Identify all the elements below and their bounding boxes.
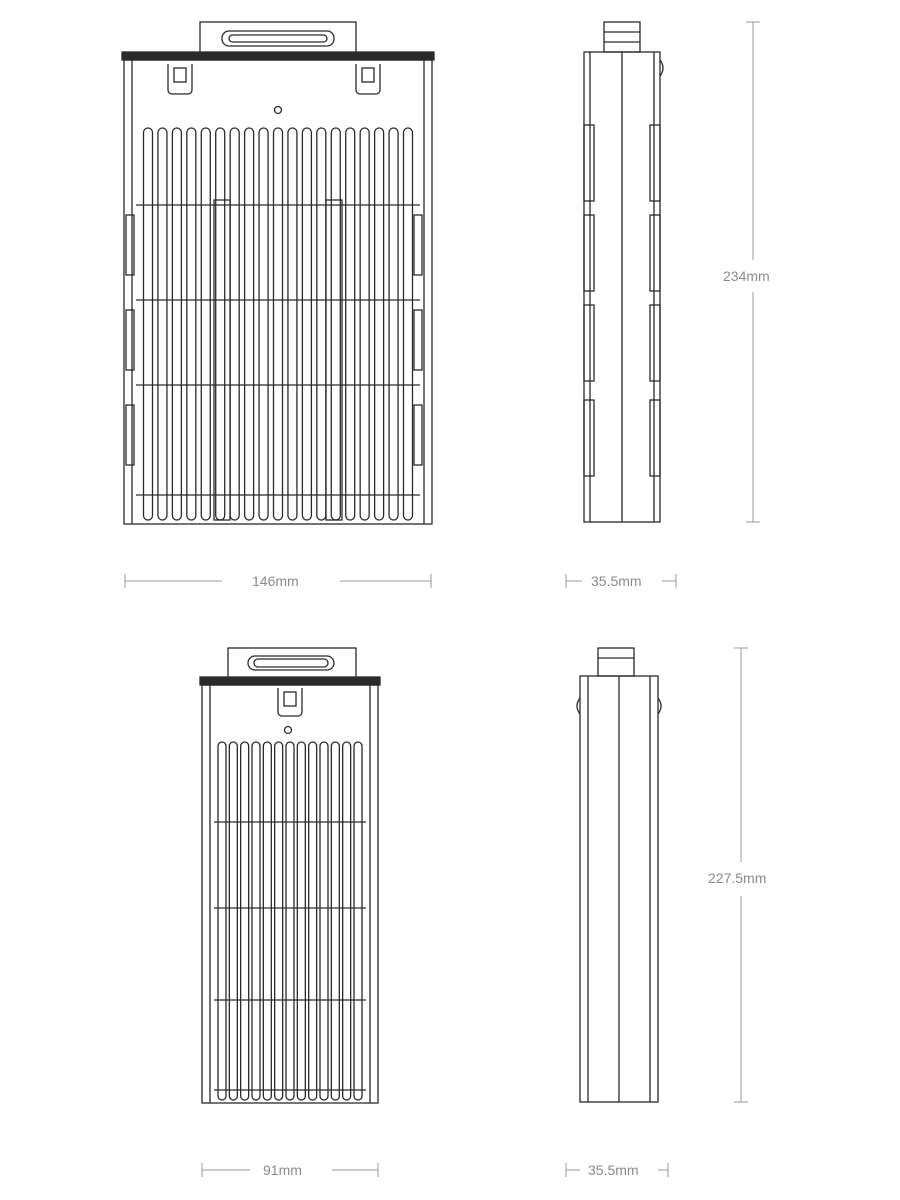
side-slot-left — [584, 305, 594, 381]
side-tab-right — [414, 405, 422, 465]
grille-bar — [331, 128, 340, 520]
side-slot-right — [650, 400, 660, 476]
large-filter-side-view — [584, 22, 663, 522]
grille-bar — [263, 742, 271, 1100]
small-depth-label: 35.5mm — [588, 1162, 639, 1178]
side-slot-left — [584, 215, 594, 291]
grille-bar — [288, 128, 297, 520]
handle-grip-inner — [229, 35, 327, 42]
grille-bar — [241, 742, 249, 1100]
grille-bar — [187, 128, 196, 520]
handle-grip — [248, 656, 334, 670]
side-tab-right — [414, 310, 422, 370]
handle-block — [228, 648, 356, 678]
grille-bar — [172, 128, 181, 520]
grille-bar — [229, 742, 237, 1100]
grille-bar — [230, 128, 239, 520]
handle-block — [200, 22, 356, 54]
side-tab-left — [126, 405, 134, 465]
handle-grip — [222, 31, 334, 46]
clip-slot — [284, 692, 296, 706]
side-slot-right — [650, 125, 660, 201]
side-slot-left — [584, 400, 594, 476]
grille-bar — [252, 742, 260, 1100]
grille-bar — [218, 742, 226, 1100]
grille-bar — [302, 128, 311, 520]
side-tab-left — [126, 215, 134, 275]
lid-rim — [122, 52, 434, 60]
grille-bar — [286, 742, 294, 1100]
indicator-dot — [285, 727, 292, 734]
large-width-label: 146mm — [252, 573, 299, 589]
large-height-label: 234mm — [723, 268, 770, 284]
grille-bar — [375, 128, 384, 520]
small-height-label: 227.5mm — [708, 870, 767, 886]
small-filter-front-view — [200, 648, 380, 1103]
grille-bar — [320, 742, 328, 1100]
side-cap — [598, 648, 634, 676]
side-slot-right — [650, 215, 660, 291]
grille-bar — [216, 128, 225, 520]
grille-bar — [275, 742, 283, 1100]
grille-bar — [331, 742, 339, 1100]
right-clip-slot — [362, 68, 374, 82]
body-outline — [124, 60, 432, 524]
left-clip-slot — [174, 68, 186, 82]
grille-bar — [317, 128, 326, 520]
grille-bar — [354, 742, 362, 1100]
grille-bar — [158, 128, 167, 520]
grille-bar — [245, 128, 254, 520]
grille-bar — [259, 128, 268, 520]
grille-bar — [346, 128, 355, 520]
side-cap — [604, 22, 640, 52]
grille-bar — [360, 128, 369, 520]
grille-bar — [297, 742, 305, 1100]
large-depth-label: 35.5mm — [591, 573, 642, 589]
lid-rim — [200, 677, 380, 685]
handle-grip-inner — [254, 659, 328, 667]
grille-bar — [201, 128, 210, 520]
large-filter-front-view — [122, 22, 434, 524]
grille-bar — [274, 128, 283, 520]
grille-bar — [144, 128, 153, 520]
grille-bar — [343, 742, 351, 1100]
inner-panel-left — [214, 200, 230, 520]
grille-bar — [389, 128, 398, 520]
body-outline — [202, 685, 378, 1103]
side-slot-right — [650, 305, 660, 381]
small-width-label: 91mm — [263, 1162, 302, 1178]
small-filter-side-view — [577, 648, 661, 1102]
side-tab-right — [414, 215, 422, 275]
side-slot-left — [584, 125, 594, 201]
dimension-lines — [125, 22, 760, 1177]
indicator-dot — [275, 107, 282, 114]
grille-bar — [309, 742, 317, 1100]
side-tab-left — [126, 310, 134, 370]
inner-panel-right — [326, 200, 342, 520]
grille-bar — [404, 128, 413, 520]
